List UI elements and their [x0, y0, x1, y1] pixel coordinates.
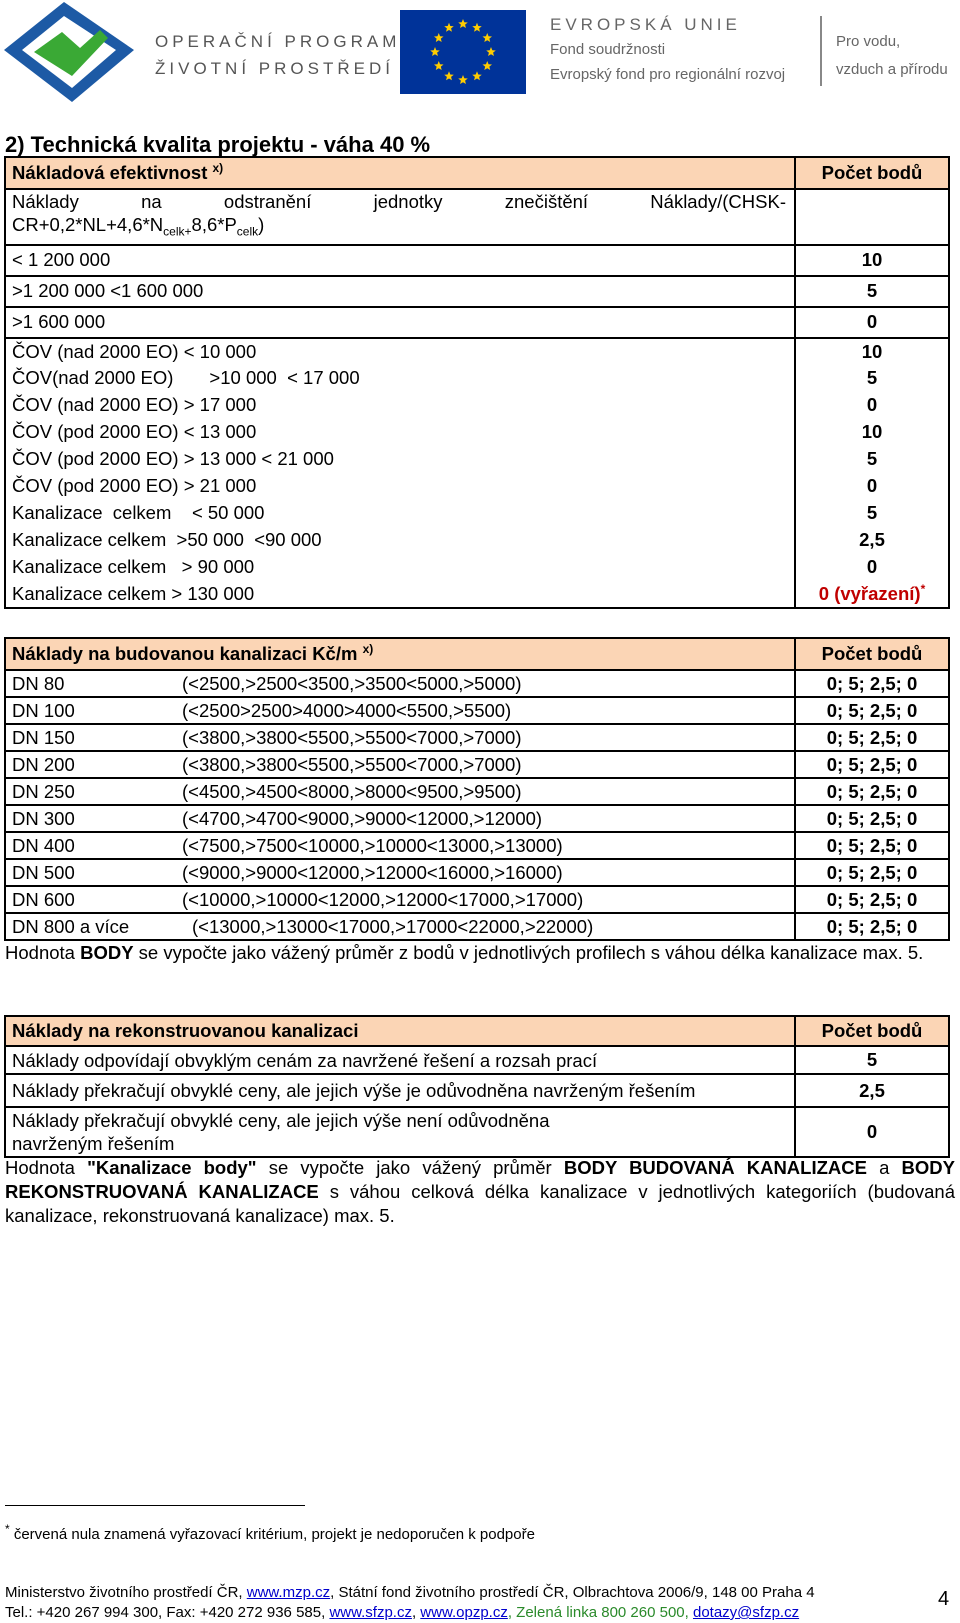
- cost-ranges: (<10000,>10000<12000,>12000<17000,>17000): [182, 888, 584, 910]
- row-label: [5, 832, 795, 859]
- row-label: [5, 886, 795, 913]
- row-label: ČOV (nad 2000 EO) > 17 000: [5, 392, 795, 419]
- eu-fund-2: Evropský fond pro regionální rozvoj: [550, 66, 786, 83]
- cost-efficiency-table: [4, 156, 950, 609]
- dn-code: DN 800 a více: [12, 915, 130, 937]
- eu-flag-icon: [400, 10, 526, 94]
- row-points: 0; 5; 2,5; 0: [795, 670, 949, 697]
- table-row: [5, 307, 949, 338]
- t1-formula: [5, 189, 795, 245]
- row-label: ČOV (pod 2000 EO) > 13 000 < 21 000: [5, 446, 795, 473]
- row-points: 5: [795, 365, 949, 392]
- opzp-logo-icon: [4, 2, 134, 102]
- eu-title: EVROPSKÁ UNIE: [550, 15, 741, 34]
- footnote-separator: [5, 1505, 305, 1506]
- table-row: [5, 392, 949, 419]
- row-points: 0; 5; 2,5; 0: [795, 778, 949, 805]
- row-points: 2,5: [795, 527, 949, 554]
- row-points: 2,5: [795, 1074, 949, 1107]
- row-points: 0: [795, 307, 949, 338]
- table-row: [5, 1107, 949, 1157]
- t1-header-label: Nákladová efektivnost $^{x)}$: [5, 157, 795, 189]
- built-sewer-cost-table: [4, 637, 950, 941]
- table-row: [5, 500, 949, 527]
- t1-formula-points-empty: [795, 189, 949, 245]
- cost-ranges: (<7500,>7500<10000,>10000<13000,>13000): [182, 834, 563, 856]
- row-points: 0: [795, 473, 949, 500]
- table-row: [5, 446, 949, 473]
- table-row: [5, 724, 949, 751]
- row-points: 10: [795, 338, 949, 365]
- cost-ranges: (<3800,>3800<5500,>5500<7000,>7000): [182, 726, 522, 748]
- reconstructed-sewer-cost-table: [4, 1015, 950, 1158]
- row-points: 5: [795, 1046, 949, 1074]
- row-label: [5, 670, 795, 697]
- cost-ranges: (<9000,>9000<12000,>12000<16000,>16000): [182, 861, 563, 883]
- row-points: 0 (vyřazení)*: [795, 581, 949, 608]
- row-label: [5, 778, 795, 805]
- opzp-wordmark: [155, 28, 400, 82]
- page-header: [0, 0, 960, 110]
- cost-ranges: (<4700,>4700<9000,>9000<12000,>12000): [182, 807, 543, 829]
- row-points: 0; 5; 2,5; 0: [795, 859, 949, 886]
- row-label: [5, 751, 795, 778]
- row-label: [5, 805, 795, 832]
- row-label: [5, 697, 795, 724]
- t1-formula-line2: $CR+0,2*NL+4,6*N_{celk+}8,6*P_{celk}$): [12, 214, 265, 239]
- cost-ranges: (<13000,>13000<17000,>17000<22000,>22000): [192, 915, 594, 937]
- row-points: 5: [795, 276, 949, 307]
- link-sfzp[interactable]: www.sfzp.cz: [329, 1604, 412, 1621]
- table-row: [5, 886, 949, 913]
- row-label: ČOV (nad 2000 EO) < 10 000: [5, 338, 795, 365]
- footer-line1: Ministerstvo životního prostředí ČR, www.mzp.cz, Státní fond životního prostředí ČR, Olbrachtova 2006/9, 148 00 Praha 4: [5, 1584, 815, 1601]
- table-row: [5, 859, 949, 886]
- row-points: 0; 5; 2,5; 0: [795, 913, 949, 940]
- footnote: * červená nula znamená vyřazovací kritérium, projekt je nedoporučen k podpoře: [5, 1522, 535, 1543]
- dn-code: DN 80: [12, 672, 65, 694]
- row-label: Kanalizace celkem >50 000 <90 000: [5, 527, 795, 554]
- t1-formula-line1: Náklady na odstranění jednotky znečištění Náklady/(CHSK-: [12, 191, 786, 212]
- table-row: [5, 554, 949, 581]
- link-opzp[interactable]: www.opzp.cz: [420, 1604, 508, 1621]
- eu-fund-1: Fond soudržnosti: [550, 41, 666, 58]
- row-points: 0; 5; 2,5; 0: [795, 724, 949, 751]
- table-row: [5, 832, 949, 859]
- page-footer: [5, 1583, 945, 1623]
- opzp-line1: OPERAČNÍ PROGRAM: [155, 32, 401, 51]
- row-points: 5: [795, 446, 949, 473]
- table-row: [5, 778, 949, 805]
- row-points: 10: [795, 419, 949, 446]
- row-points: 0; 5; 2,5; 0: [795, 832, 949, 859]
- table-row: [5, 581, 949, 608]
- row-label: ČOV (pod 2000 EO) > 21 000: [5, 473, 795, 500]
- row-points: 0; 5; 2,5; 0: [795, 805, 949, 832]
- link-mzp[interactable]: www.mzp.cz: [246, 1584, 331, 1601]
- row-points: 0; 5; 2,5; 0: [795, 751, 949, 778]
- row-points: 0; 5; 2,5; 0: [795, 886, 949, 913]
- row-points: 0: [795, 1107, 949, 1157]
- row-label: >1 200 000 <1 600 000: [5, 276, 795, 307]
- t3-header-label: Náklady na rekonstruovanou kanalizaci: [5, 1016, 795, 1046]
- table-row: [5, 365, 949, 392]
- dn-code: DN 200: [12, 753, 75, 775]
- opzp-line2: ŽIVOTNÍ PROSTŘEDÍ: [155, 59, 394, 78]
- table-row: [5, 338, 949, 365]
- row-label: [5, 859, 795, 886]
- row-label: [5, 913, 795, 940]
- dn-code: DN 300: [12, 807, 75, 829]
- t1-header-points: Počet bodů: [795, 157, 949, 189]
- t2-header-points: Počet bodů: [795, 638, 949, 670]
- dn-code: DN 250: [12, 780, 75, 802]
- page-number: 4: [938, 1588, 950, 1610]
- row-label: < 1 200 000: [5, 245, 795, 276]
- row-points: 0: [795, 392, 949, 419]
- t3-header-points: Počet bodů: [795, 1016, 949, 1046]
- table-row: [5, 1046, 949, 1074]
- t2-header-label: Náklady na budovanou kanalizaci Kč/m $^{x)}$: [5, 638, 795, 670]
- cost-ranges: (<4500,>4500<8000,>8000<9500,>9500): [182, 780, 522, 802]
- row-label: Náklady odpovídají obvyklým cenám za navržené řešení a rozsah prací: [5, 1046, 795, 1074]
- note-kanalizace-body: Hodnota "Kanalizace body" se vypočte jako vážený průměr BODY BUDOVANÁ KANALIZACE a BODY REKONSTRUOVANÁ KANALIZACE s váhou celková délka kanalizace v jednotlivých kategoriích (budovaná kanalizace, rekonstruovaná kanalizace) max. 5.: [5, 1157, 955, 1226]
- link-email[interactable]: dotazy@sfzp.cz: [692, 1604, 800, 1621]
- table-row: [5, 276, 949, 307]
- table-row: [5, 913, 949, 940]
- slogan: [836, 28, 948, 84]
- section-title: 2) Technická kvalita projektu - váha 40 %: [5, 132, 431, 157]
- row-points: 0: [795, 554, 949, 581]
- header-divider: [820, 16, 822, 86]
- row-label: Náklady překračují obvyklé ceny, ale jejich výše není odůvodněna navrženým řešením: [5, 1107, 795, 1157]
- slogan-line2: vzduch a přírodu: [836, 61, 948, 78]
- cost-ranges: (<2500>2500>4000>4000<5500,>5500): [182, 699, 512, 721]
- row-label: Náklady překračují obvyklé ceny, ale jejich výše je odůvodněna navrženým řešením: [5, 1074, 795, 1107]
- table-row: [5, 473, 949, 500]
- dn-code: DN 500: [12, 861, 75, 883]
- table-row: [5, 670, 949, 697]
- row-label: Kanalizace celkem > 130 000: [5, 581, 795, 608]
- eu-text-block: [550, 12, 785, 87]
- note-body-average: Hodnota BODY se vypočte jako vážený průměr z bodů v jednotlivých profilech s váhou délka kanalizace max. 5.: [5, 942, 924, 963]
- table-row: [5, 1074, 949, 1107]
- cost-ranges: (<2500,>2500<3500,>3500<5000,>5000): [182, 672, 522, 694]
- row-points: 5: [795, 500, 949, 527]
- row-label: [5, 724, 795, 751]
- row-label: Kanalizace celkem < 50 000: [5, 500, 795, 527]
- dn-code: DN 150: [12, 726, 75, 748]
- row-label: >1 600 000: [5, 307, 795, 338]
- row-label: Kanalizace celkem > 90 000: [5, 554, 795, 581]
- table-row: [5, 527, 949, 554]
- table-row: [5, 751, 949, 778]
- row-label: ČOV(nad 2000 EO) >10 000 < 17 000: [5, 365, 795, 392]
- dn-code: DN 400: [12, 834, 75, 856]
- dn-code: DN 100: [12, 699, 75, 721]
- table-row: [5, 245, 949, 276]
- row-points: 0; 5; 2,5; 0: [795, 697, 949, 724]
- row-label: ČOV (pod 2000 EO) < 13 000: [5, 419, 795, 446]
- footer-line2: Tel.: +420 267 994 300, Fax: +420 272 936 585, www.sfzp.cz, www.opzp.cz, Zelená linka 800 260 500, dotazy@sfzp.cz: [5, 1604, 800, 1621]
- table-row: [5, 805, 949, 832]
- slogan-line1: Pro vodu,: [836, 33, 901, 50]
- cost-ranges: (<3800,>3800<5500,>5500<7000,>7000): [182, 753, 522, 775]
- table-row: [5, 697, 949, 724]
- table-row: [5, 419, 949, 446]
- dn-code: DN 600: [12, 888, 75, 910]
- row-points: 10: [795, 245, 949, 276]
